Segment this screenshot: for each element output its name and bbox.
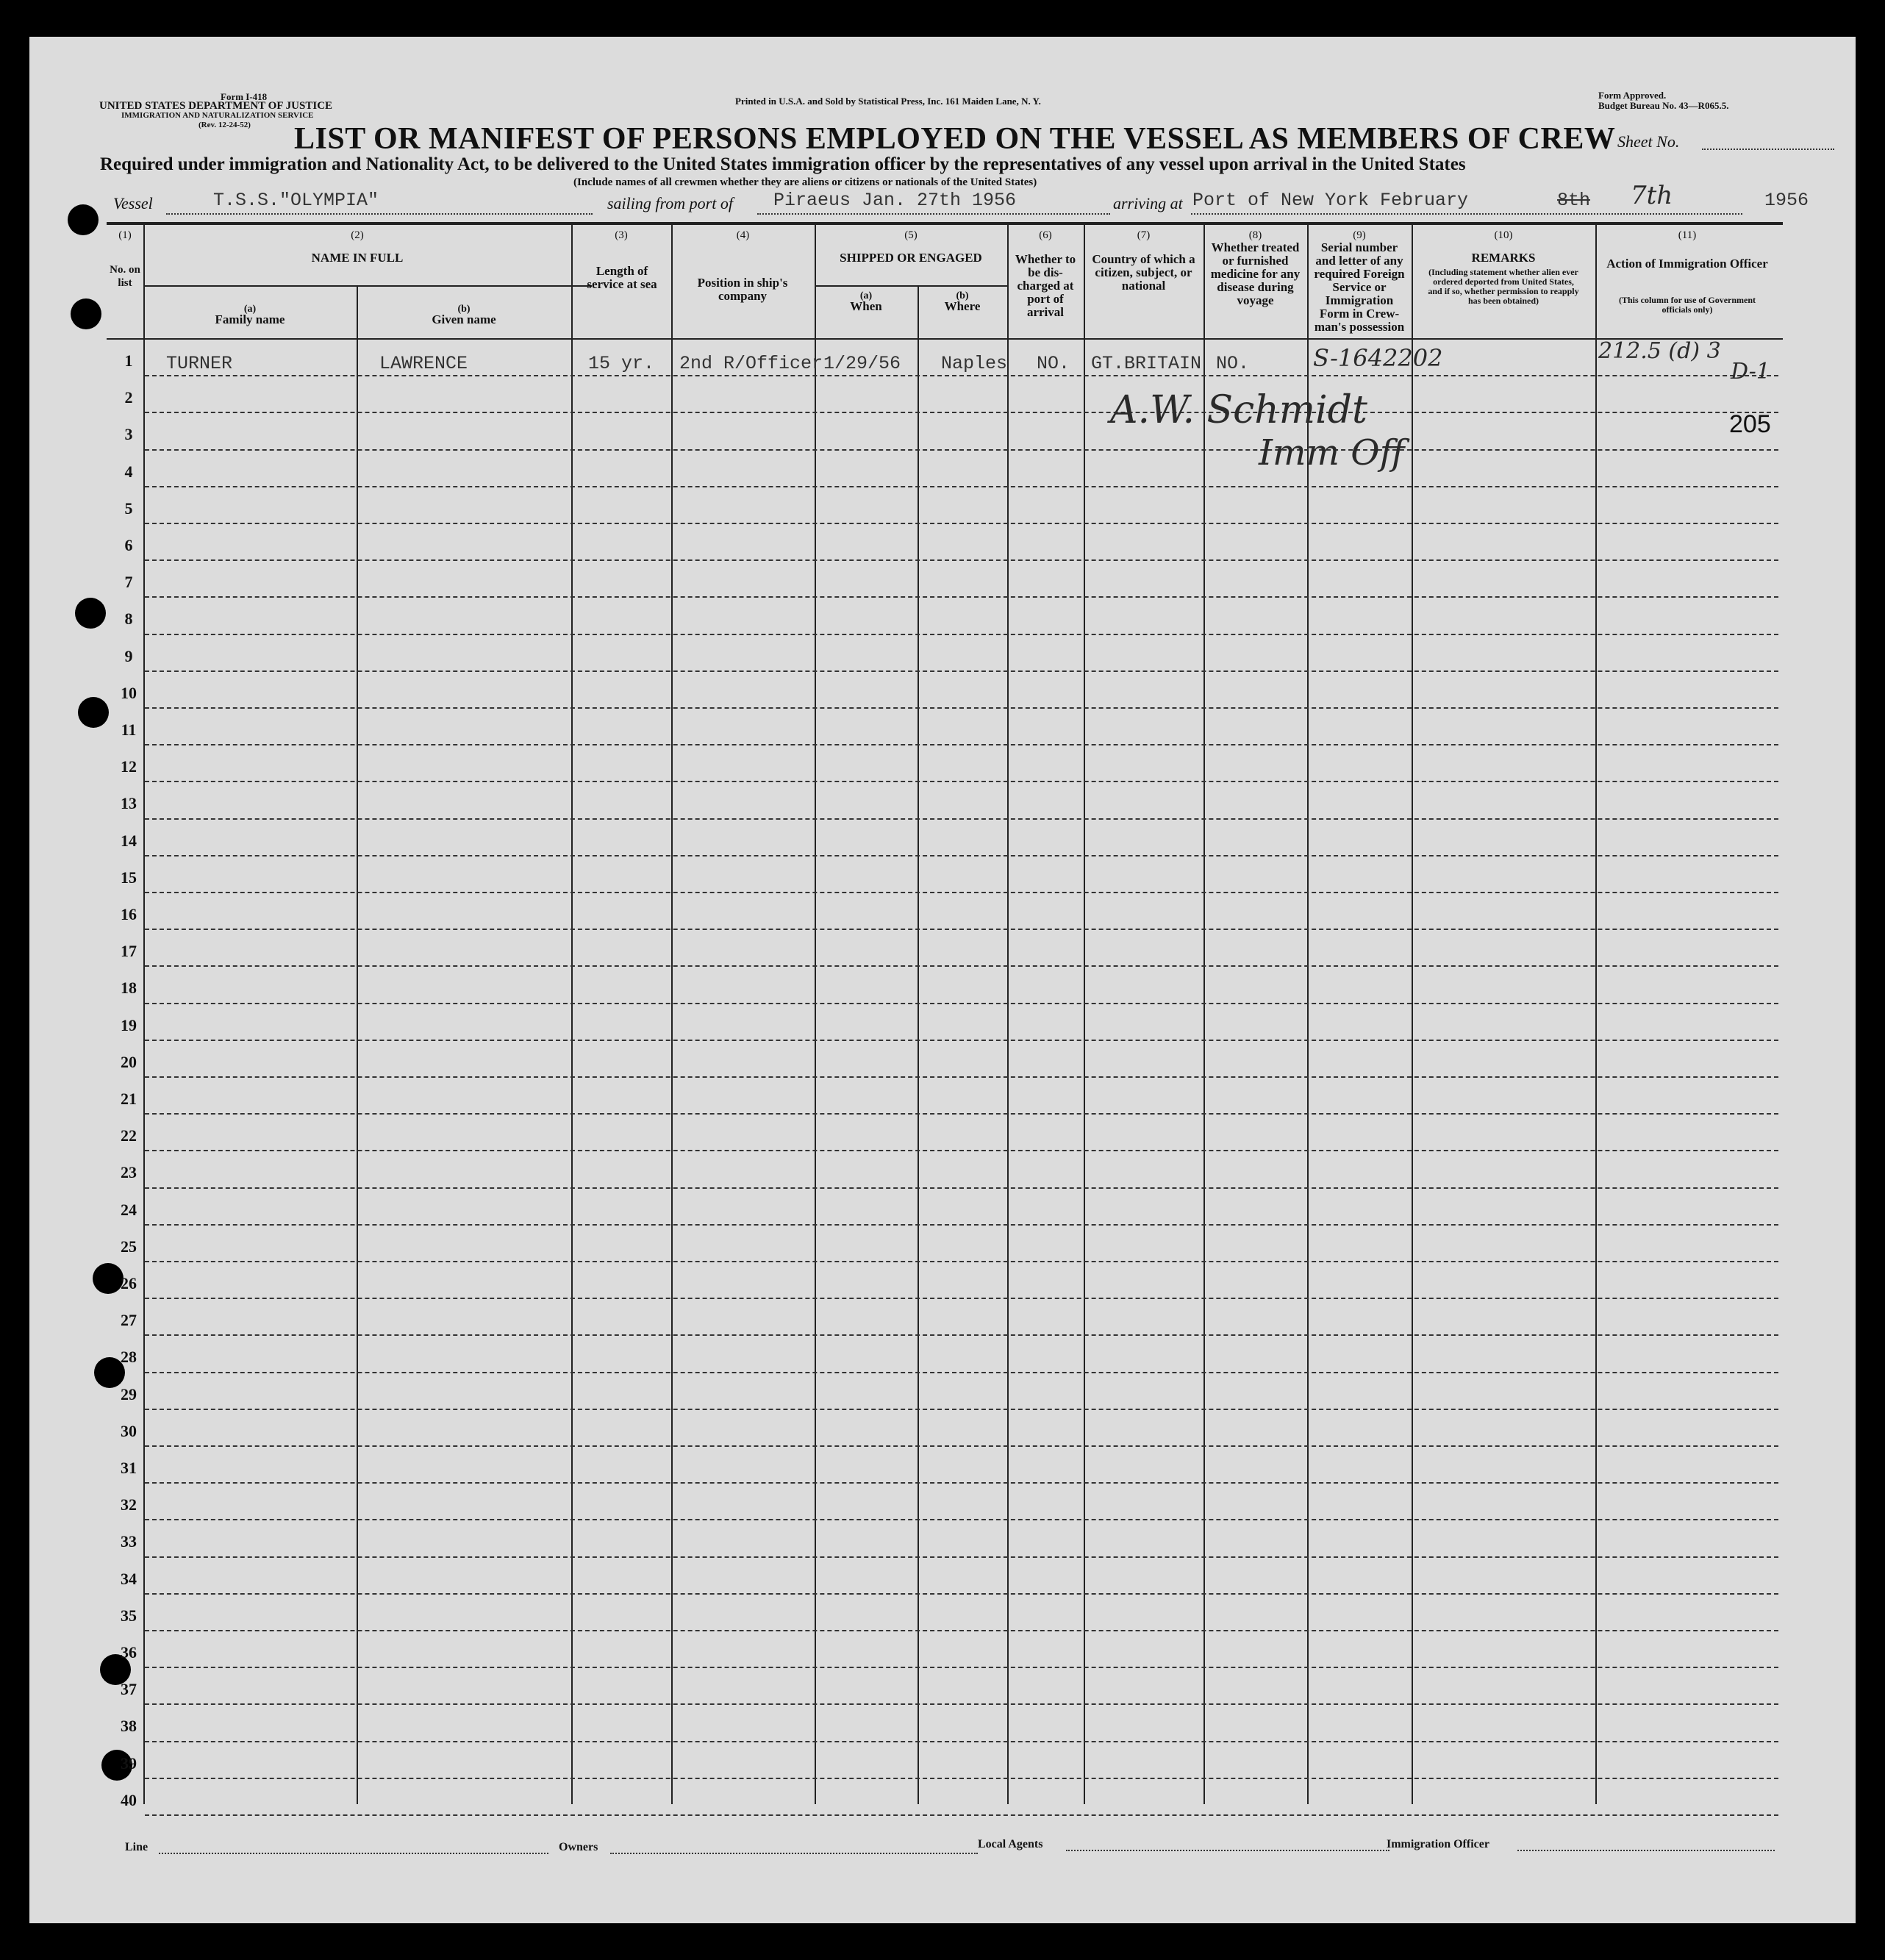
row-rule [145,1040,1778,1041]
footer-local-agents-label: Local Agents [978,1838,1043,1850]
row-rule [145,1113,1778,1115]
row-number: 4 [124,462,133,481]
row-number: 39 [121,1753,137,1773]
sailing-value: Piraeus Jan. 27th 1956 [773,190,1017,211]
row-number: 15 [121,868,137,887]
row1-where: Naples [941,353,1008,374]
row-number: 18 [121,979,137,998]
row-number: 37 [121,1680,137,1699]
row1-medicine: NO. [1216,353,1250,374]
col-6-number: (6) [1039,229,1052,241]
row-number: 26 [121,1274,137,1292]
row-rule [145,449,1778,451]
header-medicine: Whether treated or furnished medicine for any disease during voyage [1210,240,1301,307]
form-number: Form I-418 [221,91,268,102]
col-2-number: (2) [351,229,364,241]
row-number: 24 [121,1200,137,1219]
row1-when: 1/29/56 [823,353,901,374]
form-title: LIST OR MANIFEST OF PERSONS EMPLOYED ON THE VESSEL AS MEMBERS OF CREW [294,122,1616,156]
header-family-name: Family name [215,312,285,326]
header-given-name: Given name [432,312,496,326]
row-rule [145,892,1778,893]
header-remarks: REMARKS [1471,251,1536,265]
row1-given-name: LAWRENCE [379,353,468,374]
form-revision: (Rev. 12-24-52) [198,121,251,129]
row-rule [145,559,1778,561]
sheet-label: Sheet No. [1617,132,1680,151]
row-rule [145,1778,1778,1779]
row1-serial: S-1642202 [1313,344,1443,372]
row-rule [145,1667,1778,1668]
row-rule [145,1298,1778,1299]
row-number: 32 [121,1495,137,1514]
row-rule [145,707,1778,709]
row-rule [145,670,1778,672]
header-shipped-engaged: SHIPPED OR ENGAGED [840,251,982,265]
header-no-on-list: No. on list [110,264,140,289]
row-rule [145,1334,1778,1336]
header-where-letter: (b) [956,290,969,301]
row-rule [145,1076,1778,1078]
row-number: 13 [121,794,137,813]
row-rule [145,412,1778,413]
col-11-number: (11) [1678,229,1697,241]
row-number: 11 [121,720,137,739]
sailing-label: sailing from port of [607,194,733,212]
header-serial-number: Serial number and letter of any required Foreign Service or Immigration Form in Crew-man's possession [1314,240,1405,334]
header-discharged: Whether to be dis-charged at port of arrival [1015,252,1076,319]
row-number: 22 [121,1126,137,1145]
row-rule [145,596,1778,598]
handwritten-day: 7th [1631,181,1673,210]
row-number: 10 [121,683,137,702]
header-where: Where [944,299,981,313]
row-number: 7 [124,573,133,592]
col-8-number: (8) [1248,229,1262,241]
form-approved: Form Approved. [1598,90,1667,101]
officer-signature: A.W. Schmidt [1110,388,1367,432]
row-number: 3 [124,425,133,444]
struck-day: 8th [1557,190,1591,211]
header-when-letter: (a) [859,290,873,301]
row-number: 38 [121,1717,137,1736]
row-number: 16 [121,905,137,923]
header-given-letter: (b) [457,304,471,315]
row-number: 8 [124,609,133,629]
row-rule [145,1519,1778,1520]
row1-family-name: TURNER [166,353,233,374]
arriving-value: Port of New York February [1192,190,1469,211]
footer-line-label: Line [125,1841,149,1853]
row-rule [145,375,1778,376]
header-name-in-full: NAME IN FULL [311,251,404,265]
row1-country: GT.BRITAIN [1091,353,1202,374]
col-5-number: (5) [904,229,918,241]
printer-line: Printed in U.S.A. and Sold by Statistical Press, Inc. 161 Maiden Lane, N. Y. [735,96,1041,107]
row-rule [145,486,1778,487]
row1-service: 15 yr. [588,353,655,374]
row-rule [145,1703,1778,1705]
service-name: IMMIGRATION AND NATURALIZATION SERVICE [121,111,314,120]
page-number: 205 [1729,410,1771,438]
manifest-sheet [29,37,1856,1923]
row-rule [145,965,1778,967]
department-name: UNITED STATES DEPARTMENT OF JUSTICE [99,100,333,112]
row-number: 21 [121,1090,137,1108]
row-rule [145,1741,1778,1742]
row-number: 1 [124,351,133,370]
row-rule [145,1556,1778,1558]
col-3-number: (3) [615,229,628,241]
footer-immigration-officer-label: Immigration Officer [1387,1838,1489,1850]
row-rule [145,781,1778,782]
row-rule [145,634,1778,635]
punch-hole [71,298,101,329]
row-number: 27 [121,1311,137,1330]
row-rule [145,1482,1778,1484]
footer-owners-label: Owners [559,1841,598,1853]
budget-bureau: Budget Bureau No. 43—R065.5. [1598,100,1729,111]
form-note: (Include names of all crewmen whether they are aliens or citizens or nationals of the United States) [573,176,1037,188]
row-number: 17 [121,942,137,961]
col-10-number: (10) [1494,229,1513,241]
header-length-of-service: Length of service at sea [587,264,657,291]
row-rule [145,1372,1778,1373]
row-number: 40 [121,1790,137,1809]
col-7-number: (7) [1137,229,1151,241]
row-number: 19 [121,1015,137,1034]
row-rule [145,1445,1778,1447]
row-number: 12 [121,757,137,776]
row-rule [145,818,1778,820]
header-position: Position in ship's company [697,276,788,303]
year-value: 1956 [1764,190,1809,211]
col-4-number: (4) [736,229,750,241]
row-rule [145,744,1778,745]
row1-action-b: D-1 [1731,359,1770,385]
row1-position: 2nd R/Officer [679,353,823,374]
row-number: 25 [121,1237,137,1256]
row-number: 31 [121,1459,137,1477]
row-rule [145,1593,1778,1595]
vessel-value: T.S.S."OLYMPIA" [213,190,379,211]
header-country: Country of which a citizen, subject, or national [1092,252,1195,293]
row-number: 2 [124,388,133,407]
row-rule [145,1814,1778,1816]
col-9-number: (9) [1353,229,1366,241]
row-rule [145,1409,1778,1410]
row-rule [145,1630,1778,1631]
row-number: 23 [121,1163,137,1182]
row-number: 30 [121,1421,137,1440]
col-1-number: (1) [118,229,132,241]
officer-title-handwritten: Imm Off [1259,432,1405,473]
row-rule [145,1261,1778,1262]
header-action: Action of Immigration Officer [1606,257,1768,271]
row-rule [145,1187,1778,1189]
arriving-label: arriving at [1113,194,1183,212]
row-rule [145,855,1778,856]
row-number: 5 [124,498,133,518]
row1-action: 212.5 (d) 3 [1598,338,1721,364]
vessel-label: Vessel [113,194,153,212]
row-number: 20 [121,1052,137,1071]
header-family-letter: (a) [243,304,257,315]
row-number: 28 [121,1348,137,1367]
row-rule [145,1224,1778,1226]
row-number: 29 [121,1384,137,1403]
row1-discharge: NO. [1037,353,1070,374]
row-number: 36 [121,1643,137,1662]
header-remarks-note: (Including statement whether alien ever ordered deported from United States, and if so, whether permission to reapply has been obtained) [1428,267,1579,306]
header-action-note: (This column for use of Government officials only) [1618,295,1756,315]
row-rule [145,1150,1778,1151]
row-number: 35 [121,1606,137,1625]
row-number: 9 [124,646,133,665]
punch-hole [68,204,99,235]
row-rule [145,1003,1778,1004]
form-subtitle: Required under immigration and Nationality Act, to be delivered to the United States immigration officer by the representatives of any vessel upon arrival in the United States [100,154,1466,174]
row-number: 33 [121,1532,137,1551]
header-when: When [850,299,882,313]
row-rule [145,929,1778,930]
row-rule [145,523,1778,524]
row-number: 14 [121,831,137,850]
row-number: 6 [124,536,133,554]
row-number: 34 [121,1569,137,1588]
